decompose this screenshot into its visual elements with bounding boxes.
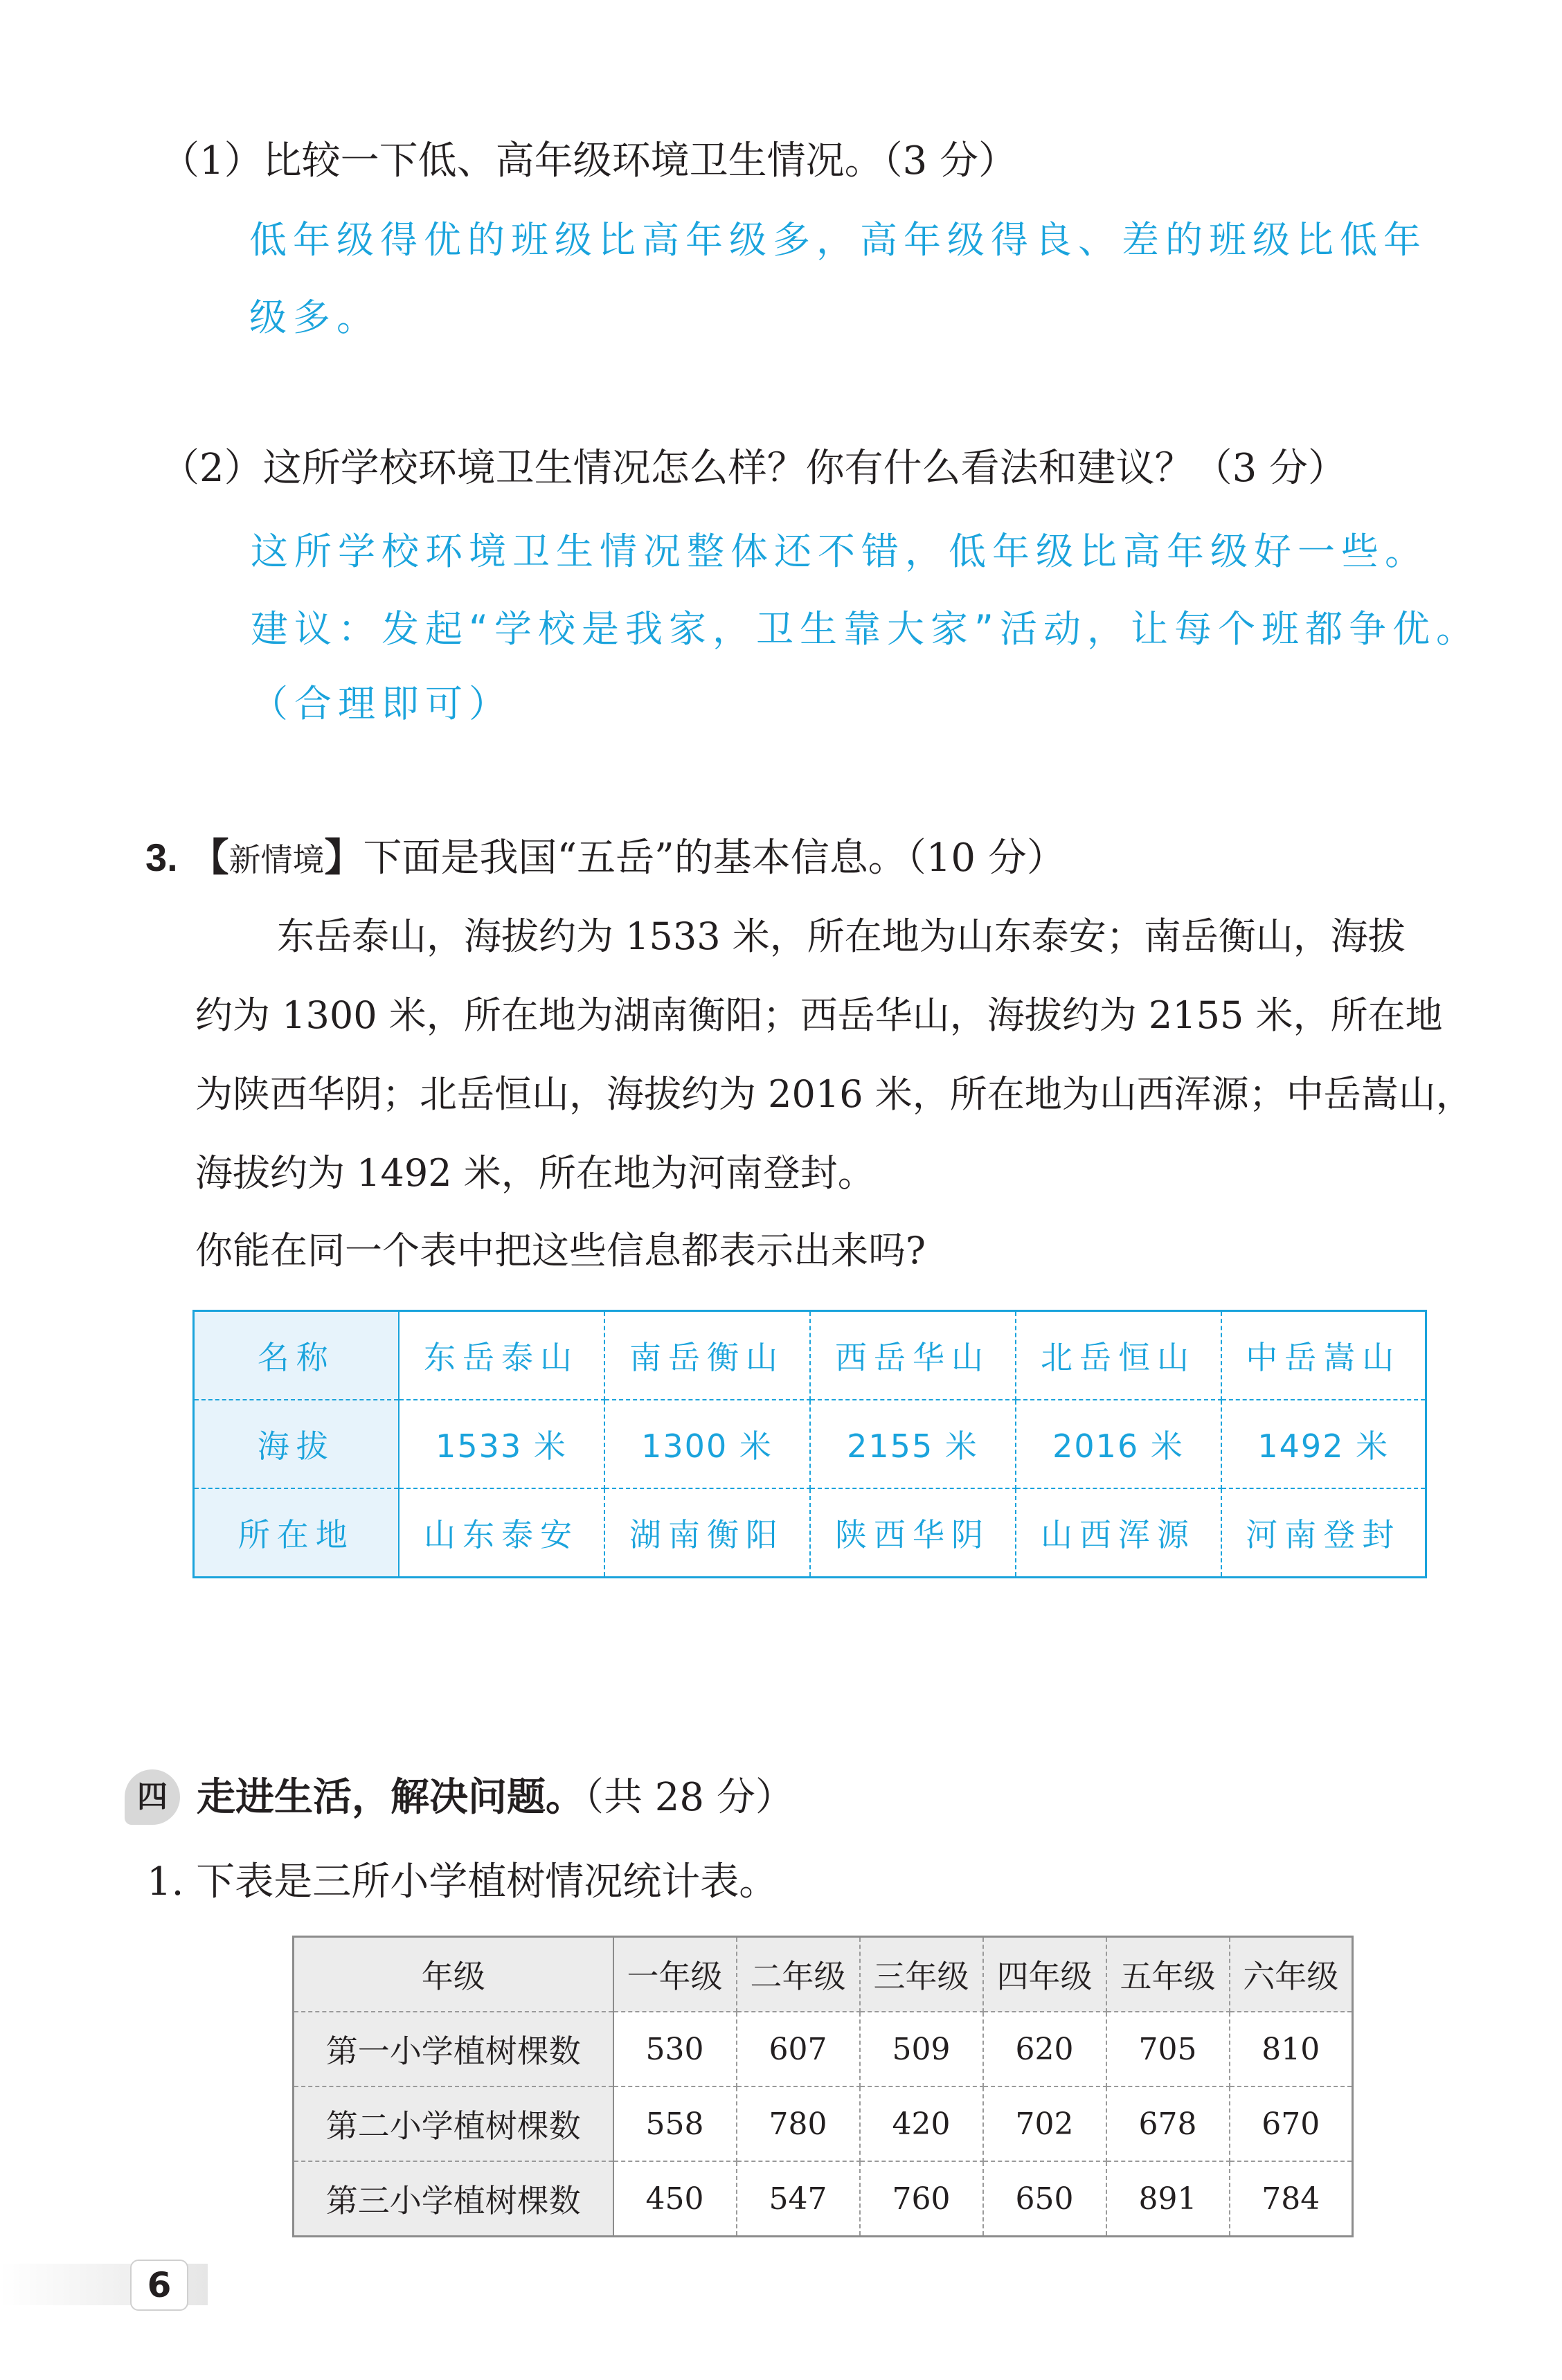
q1-answer-line-1: 低年级得优的班级比高年级多，高年级得良、差的班级比低年 <box>249 218 1427 262</box>
table-cell: 678 <box>1106 2086 1230 2161</box>
table-cell: 2016 米 <box>1016 1400 1221 1488</box>
column-header: 四年级 <box>983 1937 1106 2012</box>
section-number-badge <box>125 1769 180 1825</box>
table-header-row <box>294 1937 1353 2012</box>
tree-planting-table <box>292 1936 1354 2237</box>
table-cell: 760 <box>860 2161 983 2237</box>
row-label: 第一小学植树棵数 <box>294 2012 613 2086</box>
column-header: 二年级 <box>737 1937 860 2012</box>
table-row <box>294 2161 1353 2237</box>
q2-answer-line-2: 建议：发起“学校是我家，卫生靠大家”活动，让每个班都争优。 <box>251 607 1480 651</box>
table-cell: 山西浑源 <box>1016 1488 1221 1578</box>
table-cell: 420 <box>860 2086 983 2161</box>
table-row <box>194 1488 1426 1578</box>
column-header: 六年级 <box>1230 1937 1353 2012</box>
five-mountains-table <box>192 1310 1427 1578</box>
table-cell: 547 <box>737 2161 860 2237</box>
q2-answer-line-3: （合理即可） <box>251 682 512 725</box>
table-cell: 650 <box>983 2161 1106 2237</box>
table-row <box>294 2086 1353 2161</box>
table-cell: 705 <box>1106 2012 1230 2086</box>
table-cell: 509 <box>860 2012 983 2086</box>
column-header: 五年级 <box>1106 1937 1230 2012</box>
q3-question: 你能在同一个表中把这些信息都表示出来吗? <box>195 1229 926 1272</box>
row-header-location: 所在地 <box>194 1488 399 1578</box>
q3-paragraph-line-1: 东岳泰山，海拔约为 1533 米，所在地为山东泰安；南岳衡山，海拔 <box>277 914 1406 958</box>
table-cell: 南岳衡山 <box>604 1311 810 1400</box>
q3-tag-close: 】 <box>324 836 363 881</box>
table-cell: 1492 米 <box>1221 1400 1426 1488</box>
s4q1-text: 1. 下表是三所小学植树情况统计表。 <box>147 1859 778 1904</box>
table-row <box>294 2012 1353 2086</box>
q3-header <box>145 833 1066 884</box>
q3-paragraph-line-2: 约为 1300 米，所在地为湖南衡阳；西岳华山，海拔约为 2155 米，所在地 <box>195 993 1443 1037</box>
row-label: 第三小学植树棵数 <box>294 2161 613 2237</box>
table-cell: 2155 米 <box>810 1400 1016 1488</box>
table-cell: 1300 米 <box>604 1400 810 1488</box>
table-cell: 891 <box>1106 2161 1230 2237</box>
q3-paragraph-line-3: 为陕西华阴；北岳恒山，海拔约为 2016 米，所在地为山西浑源；中岳嵩山， <box>195 1072 1473 1116</box>
table-row <box>194 1400 1426 1488</box>
q3-number: 3. <box>145 836 178 879</box>
table-cell: 620 <box>983 2012 1106 2086</box>
table-cell: 450 <box>613 2161 737 2237</box>
q2-answer-line-1: 这所学校环境卫生情况整体还不错，低年级比高年级好一些。 <box>251 530 1428 573</box>
q3-paragraph-line-4: 海拔约为 1492 米，所在地为河南登封。 <box>195 1151 875 1195</box>
section-number: 四 <box>137 1779 168 1814</box>
table-cell: 784 <box>1262 2181 1320 2217</box>
column-header: 三年级 <box>860 1937 983 2012</box>
section-title: 走进生活，解决问题。 <box>197 1775 584 1820</box>
table-cell: 东岳泰山 <box>399 1311 604 1400</box>
q3-tag-open: 【 <box>190 836 229 881</box>
table-cell: 607 <box>737 2012 860 2086</box>
q1-prompt: （1）比较一下低、高年级环境卫生情况。（3 分） <box>161 138 1018 183</box>
section-heading <box>197 1774 794 1822</box>
q2-prompt: （2）这所学校环境卫生情况怎么样？你有什么看法和建议？（3 分） <box>161 446 1347 491</box>
row-label: 第二小学植树棵数 <box>294 2086 613 2161</box>
page-number: 6 <box>147 2265 172 2305</box>
table-row <box>194 1311 1426 1400</box>
table-cell: 810 <box>1230 2012 1353 2086</box>
section-score: （共 28 分） <box>584 1775 794 1820</box>
table-cell: 558 <box>613 2086 737 2161</box>
table-cell: 702 <box>983 2086 1106 2161</box>
table-cell: 中岳嵩山 <box>1221 1311 1426 1400</box>
table-cell: 北岳恒山 <box>1016 1311 1221 1400</box>
row-header-altitude: 海拔 <box>194 1400 399 1488</box>
q3-tag: 新情境 <box>228 841 325 878</box>
page-number-box <box>130 2260 188 2311</box>
table-cell: 西岳华山 <box>810 1311 1016 1400</box>
table-cell: 1533 米 <box>399 1400 604 1488</box>
column-header: 一年级 <box>613 1937 737 2012</box>
q3-title: 下面是我国“五岳”的基本信息。（10 分） <box>363 836 1066 881</box>
table-cell: 河南登封 <box>1246 1516 1401 1553</box>
table-cell: 陕西华阴 <box>810 1488 1016 1578</box>
table-cell: 670 <box>1230 2086 1353 2161</box>
row-header-name: 名称 <box>194 1311 399 1400</box>
table-cell: 780 <box>737 2086 860 2161</box>
table-cell: 山东泰安 <box>399 1488 604 1578</box>
table-cell: 530 <box>613 2012 737 2086</box>
table-cell: 湖南衡阳 <box>604 1488 810 1578</box>
q1-answer-line-2: 级多。 <box>249 296 380 339</box>
corner-header: 年级 <box>294 1937 613 2012</box>
